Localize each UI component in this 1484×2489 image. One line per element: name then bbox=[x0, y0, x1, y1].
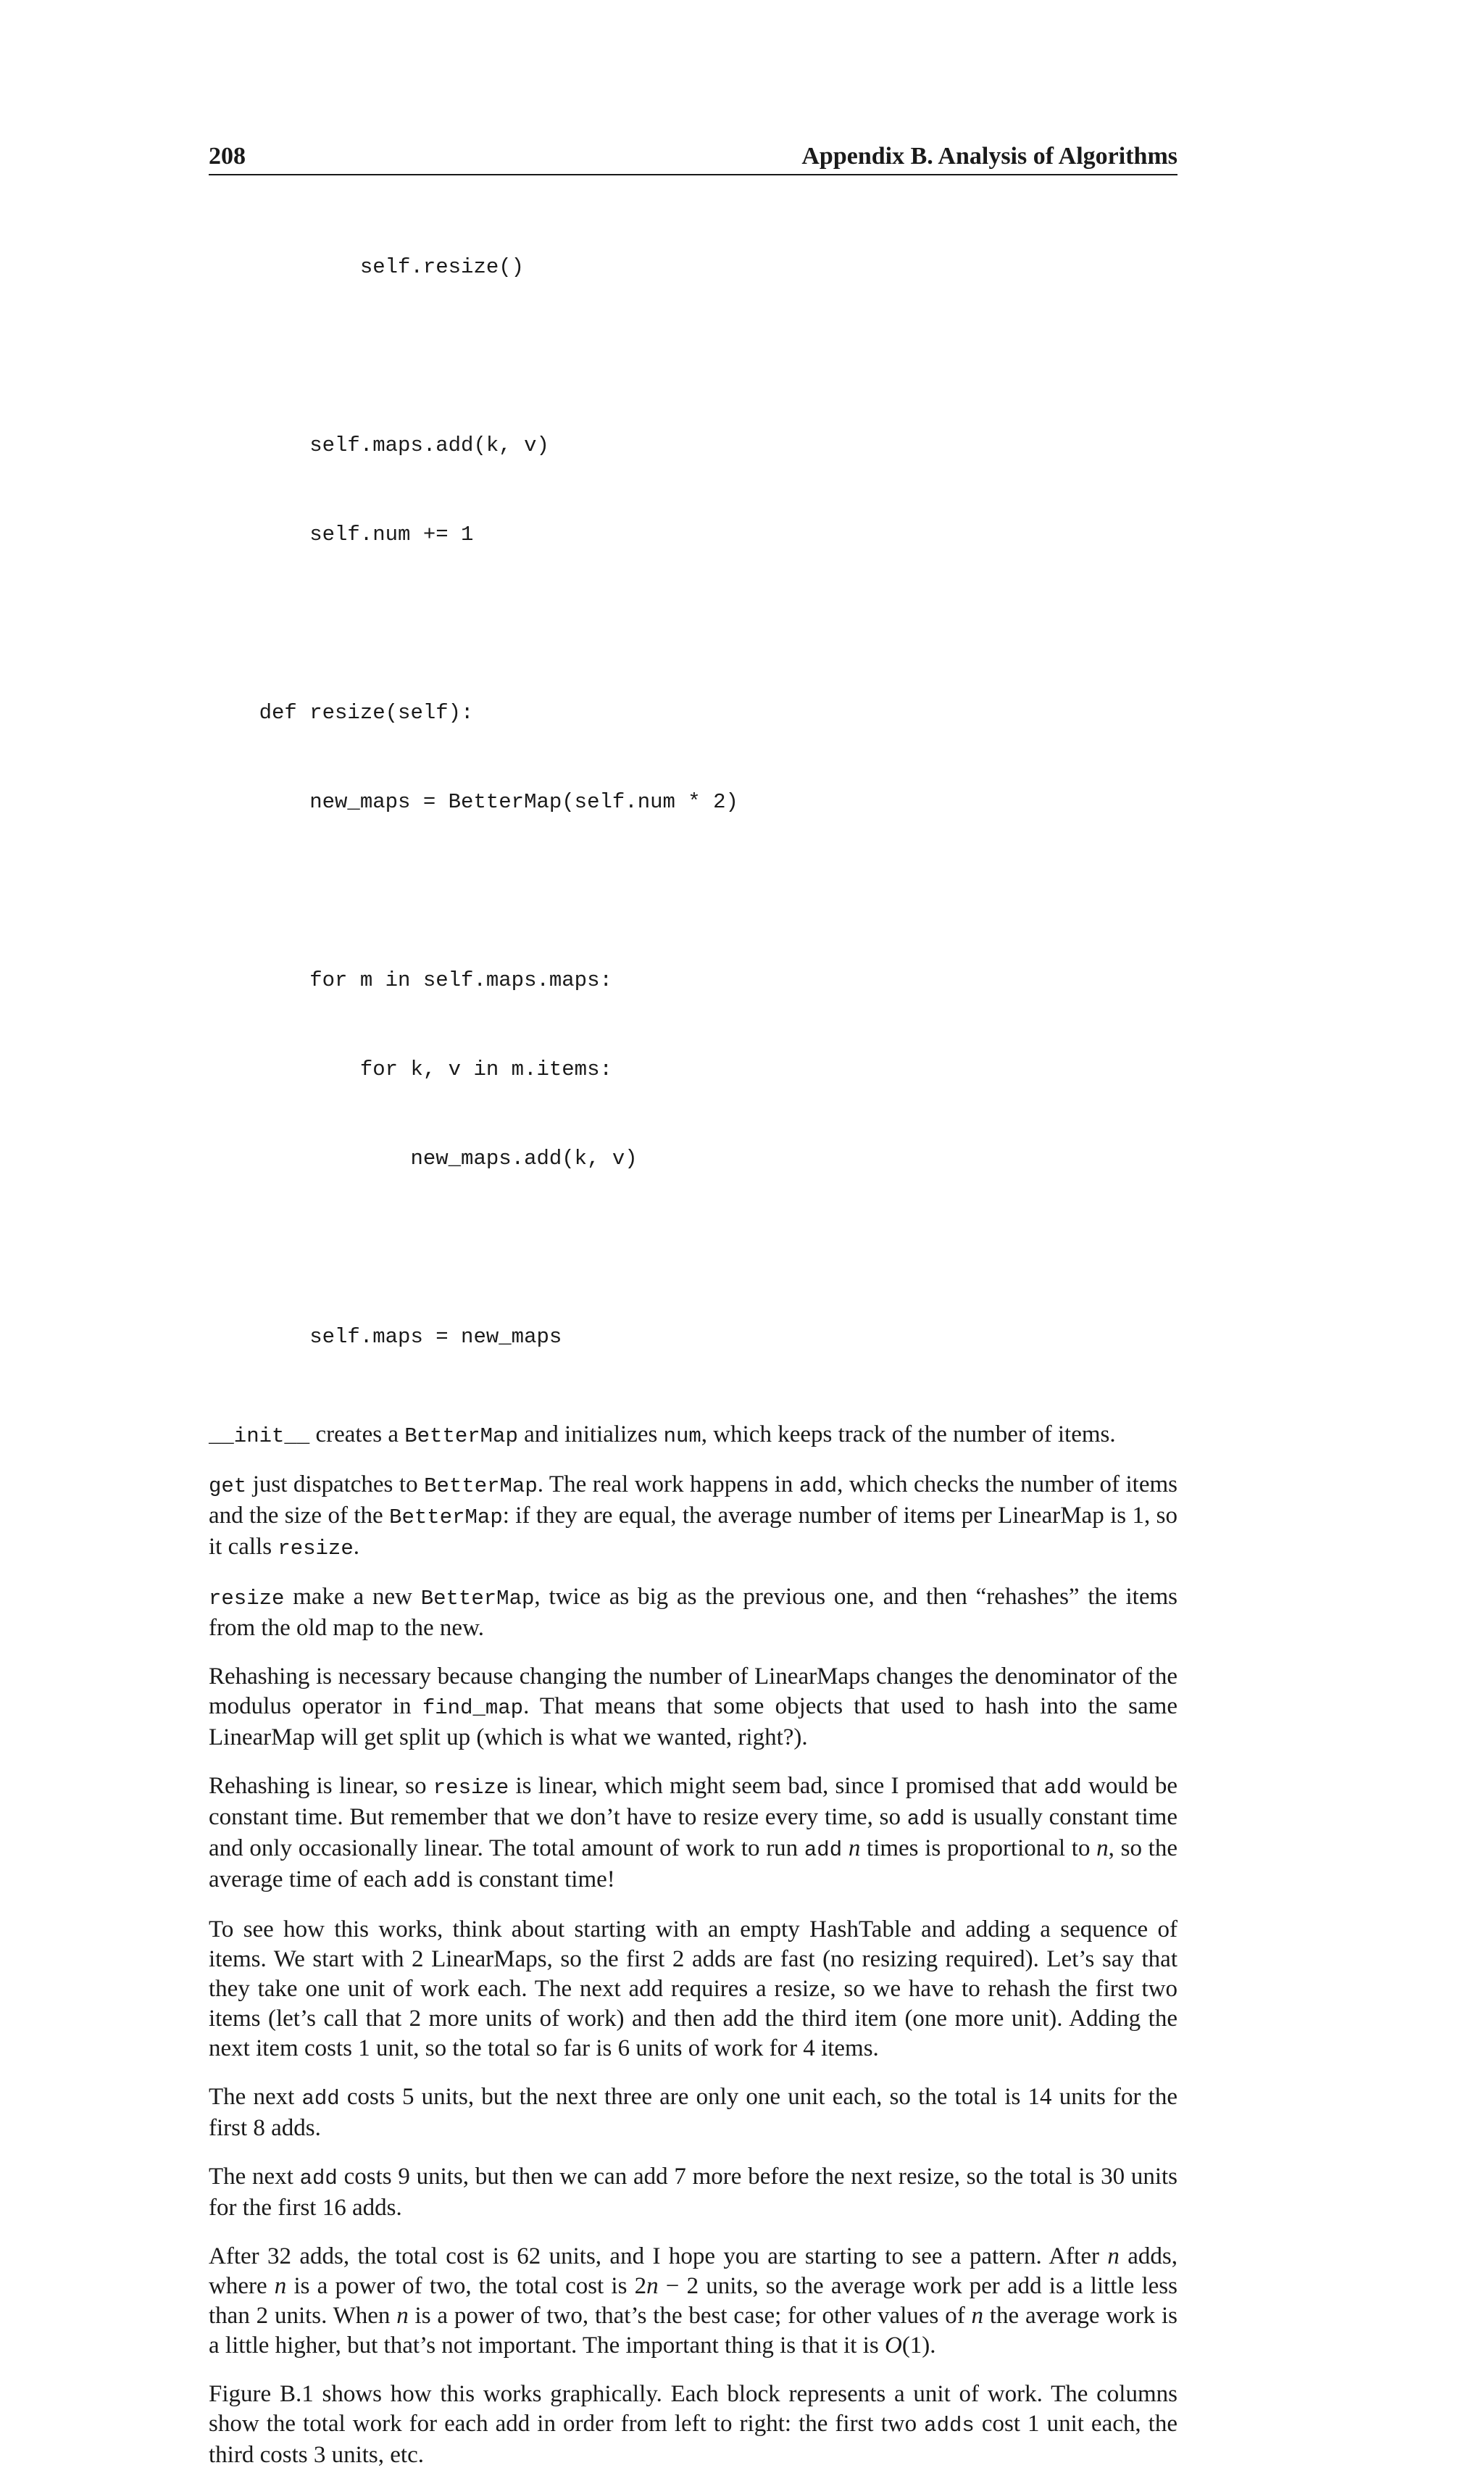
text-run: costs 9 units, but then we can add 7 more before the next resize, so the total is 30 units for the first 16 adds. bbox=[209, 2164, 1178, 2221]
inline-code: add bbox=[413, 1869, 451, 1893]
math-variable: n bbox=[971, 2303, 983, 2329]
text-run: , which keeps track of the number of items. bbox=[701, 1421, 1116, 1447]
code-block bbox=[209, 193, 1177, 1411]
text-run: times is proportional to bbox=[860, 1835, 1097, 1861]
text-run: adds, where bbox=[209, 2243, 1178, 2299]
inline-code: BetterMap bbox=[424, 1474, 538, 1498]
code-line bbox=[209, 1233, 1177, 1263]
text-run: . The real work happens in bbox=[537, 1471, 799, 1497]
text-run: is usually constant time and only occasionally linear. The total amount of work to run bbox=[209, 1804, 1177, 1861]
text-run: is linear, which might seem bad, since I promised that bbox=[509, 1773, 1044, 1799]
code-line: self.num += 1 bbox=[209, 523, 474, 547]
text-run: would be constant time. But remember that we don’t have to resize every time, so bbox=[209, 1773, 1178, 1830]
inline-code: resize bbox=[209, 1587, 285, 1611]
page bbox=[209, 142, 1177, 2489]
text-run: cost 1 unit each, the third costs 3 units, etc. bbox=[209, 2411, 1177, 2468]
inline-code: add bbox=[299, 2166, 338, 2190]
inline-code: adds bbox=[924, 2414, 975, 2438]
inline-code: find_map bbox=[422, 1696, 524, 1720]
inline-code: BetterMap bbox=[420, 1587, 535, 1611]
text-run: . That means that some objects that used to hash into the same LinearMap will get split up (which is what we wanted, right?). bbox=[209, 1693, 1177, 1750]
inline-code: get bbox=[209, 1474, 247, 1498]
text-run: − 2 units, so the average work per add is a little less than 2 units. When bbox=[209, 2273, 1177, 2329]
paragraph-how-it-works: To see how this works, think about starting with an empty HashTable and adding a sequence of items. We start with 2 LinearMaps, so the first 2 adds are fast (no resizing required). Let’s say that they take one unit of work each. The next add requires a resize, so we have to rehash the first two items (let’s call that 2 more units of work) and then add the third item (one more unit). Adding the next item costs 1 unit, so the total so far is 6 units of work for 4 items. bbox=[209, 1916, 1177, 2061]
inline-code: resize bbox=[278, 1537, 354, 1561]
paragraph-init bbox=[209, 1420, 1177, 1451]
text-run: The next bbox=[209, 2084, 302, 2110]
text-run: and initializes bbox=[517, 1421, 664, 1447]
code-line: for k, v in m.items: bbox=[209, 1057, 612, 1081]
code-line: self.maps.add(k, v) bbox=[209, 433, 549, 457]
text-run: costs 5 units, but the next three are only one unit each, so the total is 14 units for the first 8 adds. bbox=[209, 2084, 1177, 2141]
inline-code: add bbox=[804, 1838, 843, 1862]
text-run: make a new bbox=[284, 1584, 421, 1610]
text-run: : if they are equal, the average number of items per LinearMap is 1, so it calls bbox=[209, 1503, 1178, 1560]
paragraph-rehashing-necessary bbox=[209, 1662, 1177, 1753]
inline-code: add bbox=[799, 1474, 838, 1498]
inline-code: add bbox=[301, 2087, 340, 2111]
text-run: the average work is a little higher, but that’s not important. The important thing is that it is bbox=[209, 2303, 1177, 2359]
page-number: 208 bbox=[209, 143, 246, 170]
inline-code: BetterMap bbox=[404, 1424, 518, 1448]
paragraph-pattern bbox=[209, 2242, 1177, 2361]
code-line bbox=[209, 876, 1177, 906]
inline-code: add bbox=[1043, 1776, 1082, 1800]
text-run: The next bbox=[209, 2164, 300, 2190]
code-line: for m in self.maps.maps: bbox=[209, 968, 612, 992]
text-run: Rehashing is necessary because changing the number of LinearMaps changes the denominator of the modulus operator in bbox=[209, 1663, 1177, 1719]
text-run bbox=[842, 1835, 849, 1861]
code-line: new_maps.add(k, v) bbox=[209, 1147, 638, 1171]
text-run: is a power of two, that’s the best case; for other values of bbox=[408, 2303, 972, 2329]
paragraph-resize bbox=[209, 1582, 1177, 1643]
math-variable: n bbox=[396, 2303, 409, 2329]
inline-code: add bbox=[906, 1807, 945, 1831]
inline-code: num bbox=[663, 1424, 701, 1448]
chapter-title: Appendix B. Analysis of Algorithms bbox=[801, 143, 1177, 170]
paragraph-figure-reference bbox=[209, 2380, 1177, 2470]
code-line bbox=[209, 609, 1177, 639]
paragraph-next-add-5 bbox=[209, 2082, 1177, 2143]
text-run: . bbox=[353, 1534, 359, 1560]
code-line: self.resize() bbox=[209, 255, 525, 279]
math-variable: n bbox=[274, 2273, 287, 2299]
text-run: is constant time! bbox=[451, 1866, 615, 1892]
text-run: , so the average time of each bbox=[209, 1835, 1177, 1892]
inline-code: BetterMap bbox=[389, 1505, 503, 1529]
text-run: creates a bbox=[309, 1421, 405, 1447]
text-run: (1). bbox=[901, 2332, 936, 2359]
text-run: Rehashing is linear, so bbox=[209, 1773, 433, 1799]
code-line: new_maps = BetterMap(self.num * 2) bbox=[209, 790, 738, 814]
text-run: Figure B.1 shows how this works graphically. Each block represents a unit of work. The columns show the total work for each add in order from left to right: the first two bbox=[209, 2381, 1177, 2437]
text-run: , which checks the number of items and the size of the bbox=[209, 1471, 1177, 1529]
paragraph-next-add-9 bbox=[209, 2162, 1177, 2223]
math-variable: n bbox=[1107, 2243, 1120, 2269]
math-variable: n bbox=[1096, 1835, 1109, 1861]
code-line: self.maps = new_maps bbox=[209, 1325, 562, 1349]
math-variable: n bbox=[646, 2273, 659, 2299]
inline-code: __init__ bbox=[209, 1424, 310, 1448]
math-variable: n bbox=[848, 1835, 861, 1861]
paragraph-get bbox=[209, 1470, 1177, 1563]
math-variable: O bbox=[884, 2332, 902, 2359]
paragraph-rehashing-linear bbox=[209, 1771, 1177, 1896]
code-line bbox=[209, 341, 1177, 371]
text-run: , twice as big as the previous one, and then “rehashes” the items from the old map to the new. bbox=[209, 1584, 1177, 1641]
inline-code: resize bbox=[433, 1776, 509, 1800]
text-run: just dispatches to bbox=[246, 1471, 425, 1497]
text-run: is a power of two, the total cost is 2 bbox=[286, 2273, 647, 2299]
code-line: def resize(self): bbox=[209, 701, 474, 725]
running-header bbox=[209, 142, 1177, 175]
text-run: After 32 adds, the total cost is 62 units, and I hope you are starting to see a pattern. After bbox=[209, 2243, 1108, 2269]
